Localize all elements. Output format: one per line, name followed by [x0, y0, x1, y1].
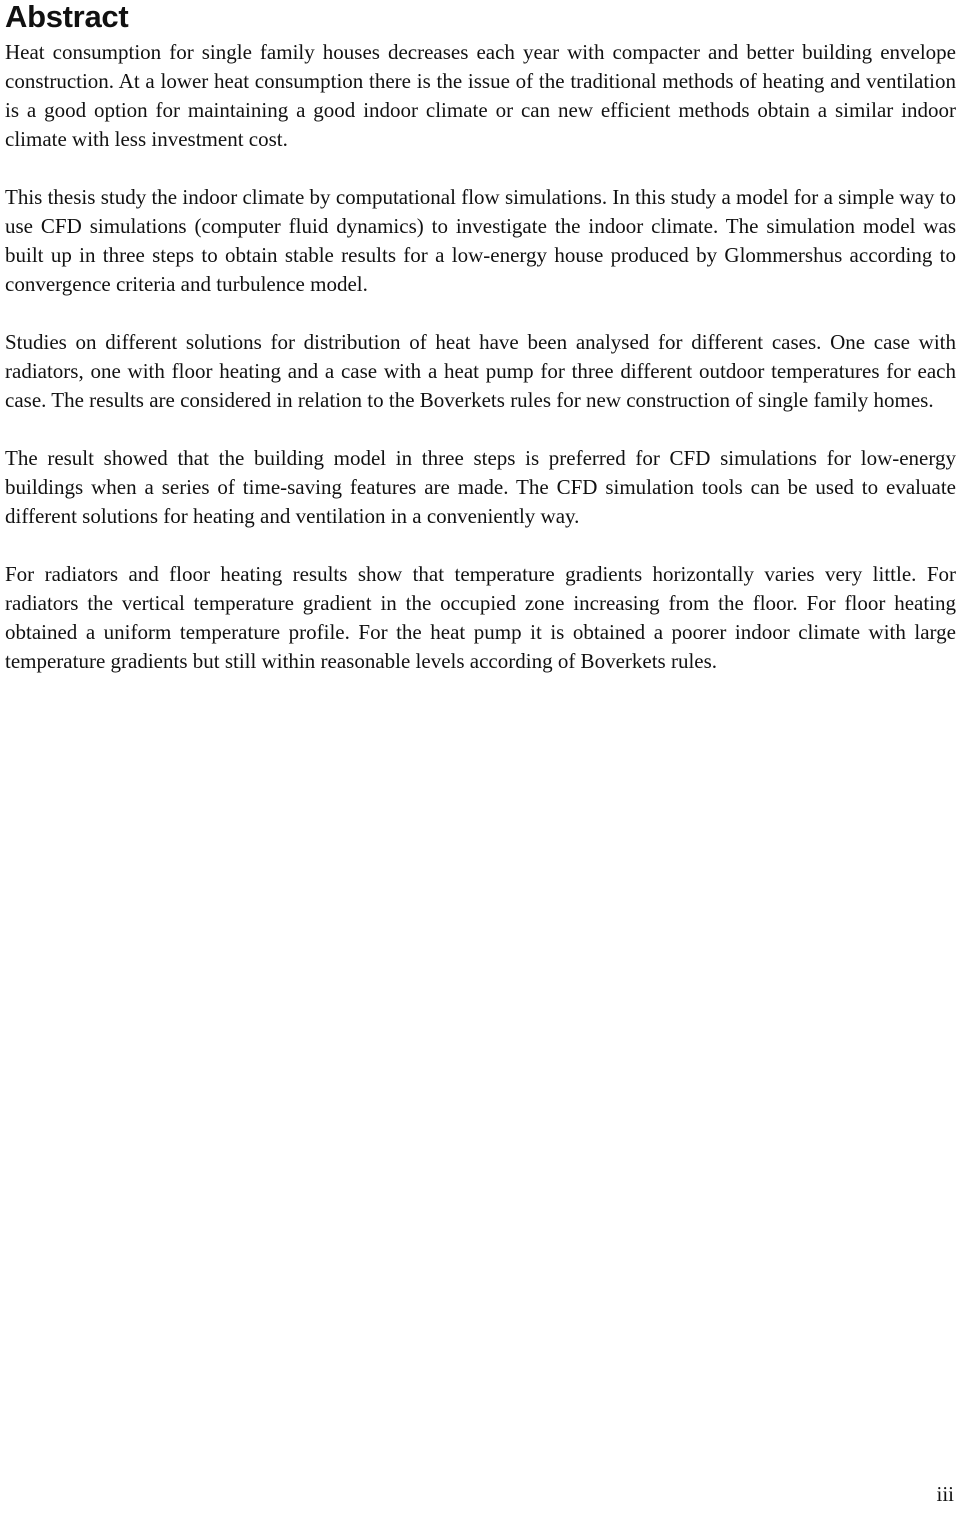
page-number: iii [936, 1482, 954, 1506]
abstract-paragraph-2: This thesis study the indoor climate by computational flow simulations. In this study a model for a simple way to use CFD simulations (computer fluid dynamics) to investigate the indoor climate. The simulation model was built up in three steps to obtain stable results for a low-energy house produced by Glommershus according to convergence criteria and turbulence model. [5, 185, 956, 296]
abstract-body [5, 38, 956, 676]
abstract-heading: Abstract [5, 0, 129, 34]
abstract-paragraph-4: The result showed that the building model in three steps is preferred for CFD simulations for low-energy buildings when a series of time-saving features are made. The CFD simulation tools can be used to evaluate different solutions for heating and ventilation in a conveniently way. [5, 446, 956, 528]
abstract-paragraph-5: For radiators and floor heating results show that temperature gradients horizontally varies very little. For radiators the vertical temperature gradient in the occupied zone increasing from the floor. For floor heating obtained a uniform temperature profile. For the heat pump it is obtained a poorer indoor climate with large temperature gradients but still within reasonable levels according of Boverkets rules. [5, 562, 956, 673]
abstract-paragraph-1: Heat consumption for single family houses decreases each year with compacter and better building envelope construction. At a lower heat consumption there is the issue of the traditional methods of heating and ventilation is a good option for maintaining a good indoor climate or can new efficient methods obtain a similar indoor climate with less investment cost. [5, 40, 956, 151]
abstract-paragraph-3: Studies on different solutions for distribution of heat have been analysed for different cases. One case with radiators, one with floor heating and a case with a heat pump for three different outdoor temperatures for each case. The results are considered in relation to the Boverkets rules for new construction of single family homes. [5, 330, 956, 412]
document-page [5, 0, 956, 705]
